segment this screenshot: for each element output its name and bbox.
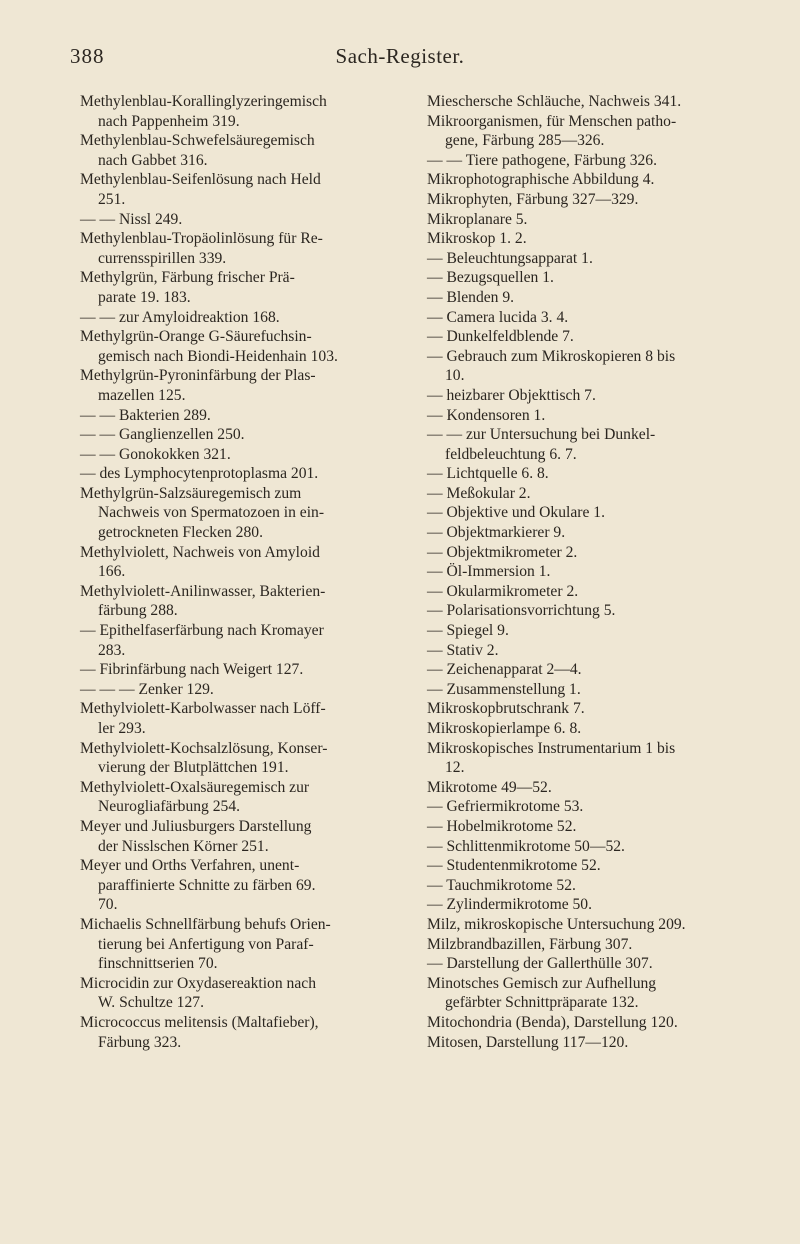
index-entry-line: — — Nissl 249. (80, 210, 183, 228)
index-entry (427, 954, 765, 974)
index-entry-line: Mikrophyten, Färbung 327—329. (427, 190, 639, 208)
index-entry (427, 856, 765, 876)
index-entry-continuation: 283. (98, 641, 126, 659)
index-entry-line: Methylgrün-Pyroninfärbung der Plas- (80, 367, 316, 385)
index-entry-line: Michaelis Schnellfärbung behufs Orien- (80, 915, 331, 933)
index-entry-continuation: gene, Färbung 285—326. (445, 132, 605, 150)
index-entry-continuation: gemisch nach Biondi-Heidenhain 103. (98, 347, 338, 365)
index-entry-line: — Okularmikrometer 2. (427, 582, 579, 600)
page-number: 388 (70, 44, 105, 68)
index-entry (427, 386, 765, 406)
index-entry-line: — heizbarer Objekttisch 7. (427, 386, 596, 404)
index-entry-line: Mikrotome 49—52. (427, 778, 552, 796)
index-entry-line: Methylviolett, Nachweis von Amyloid (80, 543, 320, 561)
index-entry (80, 1013, 416, 1052)
index-entry-line: Methylenblau-Seifenlösung nach Held (80, 171, 321, 189)
index-column-right (427, 92, 765, 1052)
index-entry-continuation: W. Schultze 127. (98, 994, 204, 1012)
index-entry (427, 406, 765, 426)
index-entry (427, 582, 765, 602)
index-entry-continuation: nach Pappenheim 319. (98, 112, 240, 130)
index-entry-line: Mieschersche Schläuche, Nachweis 341. (427, 93, 682, 110)
index-entry-line: — Epithelfaserfärbung nach Kromayer (80, 622, 324, 640)
index-entry-line: — Beleuchtungsapparat 1. (427, 249, 593, 267)
index-entry-line: — Blenden 9. (427, 288, 515, 306)
index-entry-line: — Bezugsquellen 1. (427, 269, 554, 287)
index-entry-line: — Studentenmikrotome 52. (427, 857, 601, 875)
index-entry (80, 406, 416, 426)
index-entry (427, 621, 765, 641)
index-entry (427, 170, 765, 190)
index-entry-line: — Camera lucida 3. 4. (427, 308, 569, 326)
index-entry-line: Minotsches Gemisch zur Aufhellung (427, 974, 657, 992)
index-entry (80, 445, 416, 465)
index-entry (80, 92, 416, 131)
index-entry-line: Mikroorganismen, für Menschen patho- (427, 112, 677, 130)
index-entry-line: — Tauchmikrotome 52. (427, 876, 576, 894)
index-entry (427, 719, 765, 739)
index-entry (80, 856, 416, 915)
index-entry-line: — Dunkelfeldblende 7. (427, 328, 574, 346)
index-entry (80, 484, 416, 543)
index-entry-line: — — zur Untersuchung bei Dunkel- (427, 426, 656, 444)
index-entry (427, 935, 765, 955)
index-entry-line: Methylenblau-Tropäolinlösung für Re- (80, 230, 323, 248)
index-entry-line: — — Gonokokken 321. (80, 445, 231, 463)
index-entry (427, 778, 765, 798)
index-entry (80, 170, 416, 209)
index-entry (427, 739, 765, 778)
index-entry-line: Microcidin zur Oxydasereaktion nach (80, 974, 316, 992)
index-entry (427, 112, 765, 151)
index-entry-continuation: 166. (98, 563, 126, 581)
index-entry (427, 974, 765, 1013)
index-entry (80, 131, 416, 170)
index-entry-continuation: getrockneten Flecken 280. (98, 524, 263, 542)
index-entry-line: Methylviolett-Karbolwasser nach Löff- (80, 700, 326, 718)
index-entry (427, 190, 765, 210)
index-entry (80, 778, 416, 817)
index-entry (80, 327, 416, 366)
index-entry (427, 641, 765, 661)
index-entry-line: Methylenblau-Schwefelsäuregemisch (80, 132, 315, 150)
index-entry (427, 601, 765, 621)
index-entry (427, 92, 765, 112)
index-entry-line: — — Bakterien 289. (80, 406, 211, 424)
index-entry (427, 660, 765, 680)
index-entry-line: — Zylindermikrotome 50. (427, 896, 593, 914)
index-entry-line: — Gebrauch zum Mikroskopieren 8 bis (427, 347, 676, 365)
index-entry-line: — des Lymphocytenprotoplasma 201. (80, 465, 319, 483)
index-entry-line: Methylgrün-Salzsäuregemisch zum (80, 484, 302, 502)
index-entry (427, 895, 765, 915)
index-entry-line: Meyer und Juliusburgers Darstellung (80, 817, 312, 835)
index-entry-continuation: Neurogliafärbung 254. (98, 798, 241, 816)
index-column-left (80, 92, 416, 1052)
index-entry-continuation: tierung bei Anfertigung von Paraf- (98, 935, 314, 953)
index-entry (80, 366, 416, 405)
index-entry (80, 817, 416, 856)
index-entry (427, 464, 765, 484)
index-entry (80, 660, 416, 680)
index-entry-line: — — Ganglienzellen 250. (80, 426, 245, 444)
index-entry (80, 543, 416, 582)
index-entry (427, 837, 765, 857)
index-entry (427, 151, 765, 171)
index-entry (80, 915, 416, 974)
index-entry-line: Micrococcus melitensis (Maltafieber), (80, 1013, 319, 1031)
index-entry-line: — Gefriermikrotome 53. (427, 798, 584, 816)
index-entry (427, 817, 765, 837)
index-entry-line: — Objektmikrometer 2. (427, 543, 578, 561)
index-entry-continuation: 10. (445, 367, 465, 385)
index-entry (427, 797, 765, 817)
index-entry (427, 308, 765, 328)
index-entry-continuation: 251. (98, 190, 126, 208)
index-entry-continuation: 12. (445, 759, 465, 777)
index-entry (427, 523, 765, 543)
index-entry-line: Milz, mikroskopische Untersuchung 209. (427, 915, 686, 933)
index-entry-continuation: der Nisslschen Körner 251. (98, 837, 269, 855)
index-entry (427, 249, 765, 269)
index-entry-line: — Polarisationsvorrichtung 5. (427, 602, 616, 620)
index-entry (427, 680, 765, 700)
index-entry-line: Mitosen, Darstellung 117—120. (427, 1033, 629, 1051)
index-entry-line: — Schlittenmikrotome 50—52. (427, 837, 625, 855)
index-entry (427, 229, 765, 249)
index-entry-line: — Objektive und Okulare 1. (427, 504, 605, 522)
index-entry-line: Methylgrün, Färbung frischer Prä- (80, 269, 295, 287)
index-entry (427, 327, 765, 347)
index-entry (80, 739, 416, 778)
index-entry (80, 464, 416, 484)
index-entry-line: — Lichtquelle 6. 8. (427, 465, 549, 483)
index-entry (427, 503, 765, 523)
index-entry-continuation: feldbeleuchtung 6. 7. (445, 445, 577, 463)
index-entry-line: Methylenblau-Korallinglyzeringemisch (80, 93, 327, 110)
index-entry (80, 425, 416, 445)
index-entry-continuation: Nachweis von Spermatozoen in ein- (98, 504, 325, 522)
index-entry (427, 425, 765, 464)
index-entry-line: Mikroplanare 5. (427, 210, 528, 228)
index-entry (80, 699, 416, 738)
index-entry-continuation: 70. (98, 896, 118, 914)
index-entry (80, 680, 416, 700)
index-entry-continuation: Färbung 323. (98, 1033, 182, 1051)
index-entry (427, 876, 765, 896)
running-title: Sach-Register. (335, 44, 465, 68)
index-entry-line: — Öl-Immersion 1. (427, 563, 551, 581)
index-entry-line: Mikroskopierlampe 6. 8. (427, 720, 582, 737)
index-entry-line: — Meßokular 2. (427, 484, 531, 502)
index-entry-continuation: currensspirillen 339. (98, 249, 227, 267)
index-entry (427, 699, 765, 719)
index-entry-line: — Zeichenapparat 2—4. (427, 661, 582, 679)
index-entry (427, 562, 765, 582)
index-entry-line: Mikrophotographische Abbildung 4. (427, 171, 655, 189)
index-entry (80, 268, 416, 307)
index-entry (427, 1013, 765, 1033)
index-entry (427, 210, 765, 230)
index-entry-line: — Zusammenstellung 1. (427, 680, 581, 698)
index-entry-line: Methylgrün-Orange G-Säurefuchsin- (80, 328, 312, 346)
index-entry-line: — — zur Amyloidreaktion 168. (80, 308, 280, 326)
index-entry (427, 915, 765, 935)
index-entry-line: — Darstellung der Gallerthülle 307. (427, 955, 653, 973)
index-entry (427, 347, 765, 386)
index-entry-continuation: vierung der Blutplättchen 191. (98, 759, 289, 777)
index-entry (80, 621, 416, 660)
index-entry-continuation: gefärbter Schnittpräparate 132. (445, 994, 639, 1012)
index-entry-continuation: ler 293. (98, 720, 146, 737)
index-entry-line: Methylviolett-Oxalsäuregemisch zur (80, 778, 310, 796)
index-entry (80, 229, 416, 268)
index-entry-line: — — — Zenker 129. (80, 680, 214, 698)
index-entry-continuation: färbung 288. (98, 602, 178, 620)
index-entry-line: — Objektmarkierer 9. (427, 524, 566, 542)
index-entry (80, 582, 416, 621)
index-entry (427, 288, 765, 308)
index-entry-line: — Hobelmikrotome 52. (427, 817, 577, 835)
index-entry-continuation: mazellen 125. (98, 386, 186, 404)
index-entry (427, 1033, 765, 1053)
index-entry (427, 268, 765, 288)
index-entry-line: Methylviolett-Anilinwasser, Bakterien- (80, 582, 326, 600)
index-entry-line: Methylviolett-Kochsalzlösung, Konser- (80, 739, 328, 757)
index-entry-line: — — Tiere pathogene, Färbung 326. (427, 151, 657, 169)
index-entry-continuation: paraffinierte Schnitte zu färben 69. (98, 876, 316, 894)
page-header (70, 44, 730, 74)
index-entry-line: Milzbrandbazillen, Färbung 307. (427, 935, 633, 953)
index-entry (427, 484, 765, 504)
index-entry-line: — Fibrinfärbung nach Weigert 127. (80, 661, 304, 679)
index-entry (80, 210, 416, 230)
index-entry-line: Mikroskopbrutschrank 7. (427, 700, 585, 718)
index-entry-line: Mitochondria (Benda), Darstellung 120. (427, 1013, 678, 1031)
index-entry-continuation: parate 19. 183. (98, 288, 191, 306)
index-entry-line: Mikroskop 1. 2. (427, 230, 527, 248)
index-entry-line: Meyer und Orths Verfahren, unent- (80, 857, 300, 875)
index-entry-line: — Stativ 2. (427, 641, 499, 659)
index-entry-continuation: finschnittserien 70. (98, 955, 218, 973)
index-entry-line: — Spiegel 9. (427, 622, 509, 640)
index-entry (427, 543, 765, 563)
index-entry (80, 308, 416, 328)
index-entry-line: — Kondensoren 1. (427, 406, 546, 424)
index-entry-continuation: nach Gabbet 316. (98, 151, 208, 169)
index-entry (80, 974, 416, 1013)
index-entry-line: Mikroskopisches Instrumentarium 1 bis (427, 739, 676, 757)
